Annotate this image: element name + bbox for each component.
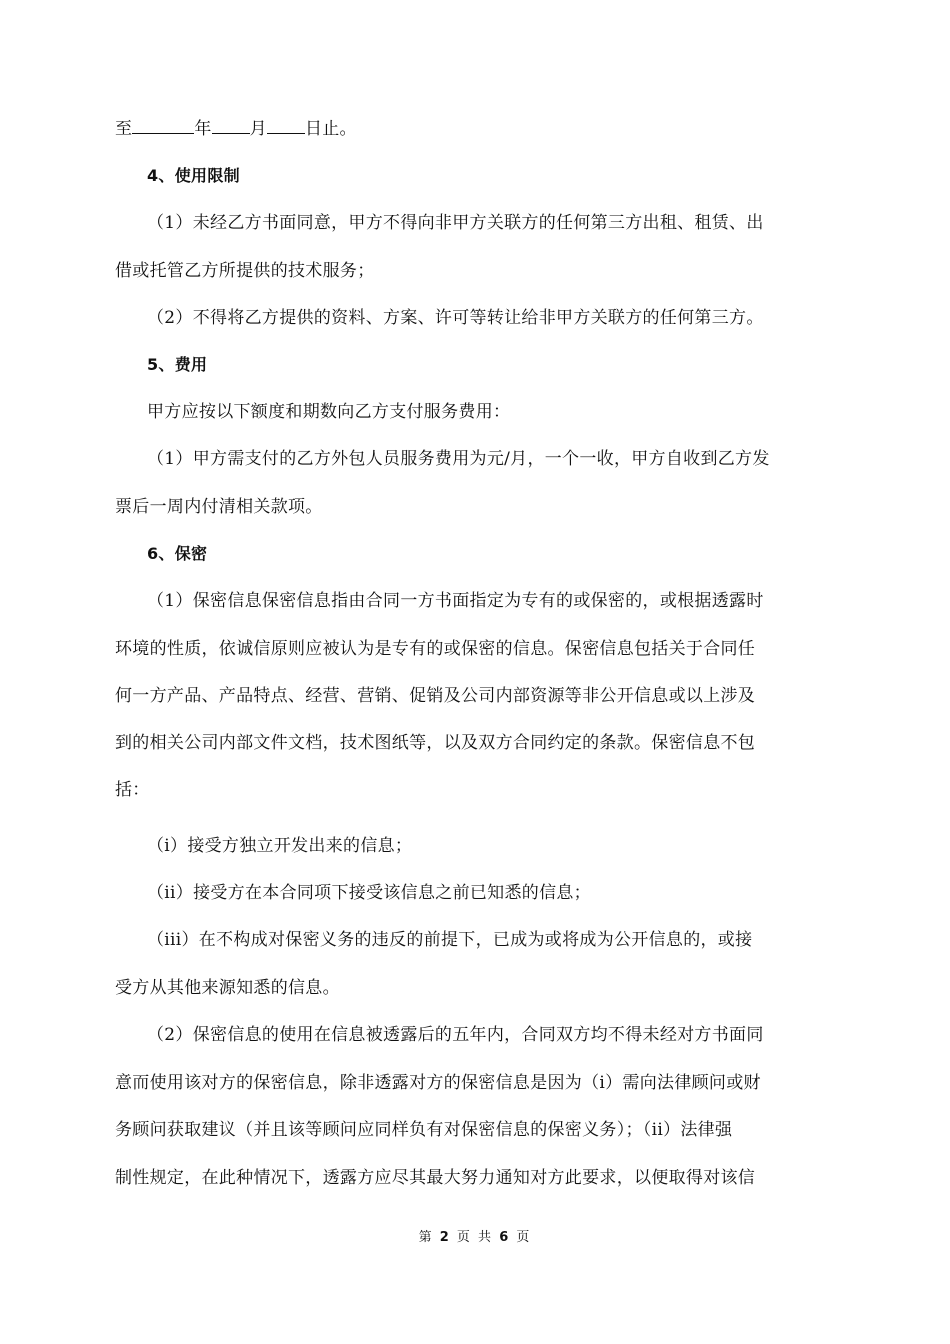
section-5-intro: 甲方应按以下额度和期数向乙方支付服务费用： [147, 402, 511, 422]
section-6-item-ii: （ii）接受方在本合同项下接受该信息之前已知悉的信息； [147, 883, 591, 903]
footer-pre: 第 [418, 1230, 434, 1245]
year-blank [132, 116, 194, 134]
section-4-item-1-line-1: （1）未经乙方书面同意，甲方不得向非甲方关联方的任何第三方出租、租赁、出 [147, 213, 764, 233]
section-6-p1-line-2: 环境的性质，依诚信原则应被认为是专有的或保密的信息。保密信息包括关于合同任 [115, 639, 756, 659]
footer-page-number: 2 [439, 1230, 451, 1245]
date-prefix: 至 [115, 119, 133, 139]
section-6-p2-line-2: 意而使用该对方的保密信息，除非透露对方的保密信息是因为（i）需向法律顾问或财 [115, 1073, 761, 1093]
date-range-line [115, 116, 845, 142]
section-4-heading: 4、使用限制 [147, 166, 240, 185]
month-blank [212, 116, 250, 134]
section-6-item-iii-line-1: （iii）在不构成对保密义务的违反的前提下，已成为或将成为公开信息的，或接 [147, 930, 753, 950]
section-6-p2-line-4: 制性规定，在此种情况下，透露方应尽其最大努力通知对方此要求，以便取得对该信 [115, 1168, 756, 1188]
section-5-item-1-line-1: （1）甲方需支付的乙方外包人员服务费用为元/月，一个一收，甲方自收到乙方发 [147, 449, 770, 469]
footer-total-pages: 6 [499, 1230, 511, 1245]
date-year-label: 年 [194, 119, 212, 139]
section-6-item-iii-line-2: 受方从其他来源知悉的信息。 [115, 978, 340, 998]
section-6-heading: 6、保密 [147, 544, 208, 563]
page-footer [0, 1228, 950, 1248]
section-4-item-1-line-2: 借或托管乙方所提供的技术服务； [115, 261, 375, 281]
footer-post: 页 [516, 1230, 532, 1245]
section-6-p2-line-1: （2）保密信息的使用在信息被透露后的五年内，合同双方均不得未经对方书面同 [147, 1025, 764, 1045]
day-blank [267, 116, 305, 134]
section-4-item-2: （2）不得将乙方提供的资料、方案、许可等转让给非甲方关联方的任何第三方。 [147, 308, 764, 328]
date-month-label: 月 [249, 119, 267, 139]
section-6-p1-line-1: （1）保密信息保密信息指由合同一方书面指定为专有的或保密的，或根据透露时 [147, 591, 764, 611]
section-6-p2-line-3: 务顾问获取建议（并且该等顾问应同样负有对保密信息的保密义务）；（ii）法律强 [115, 1120, 733, 1140]
section-6-item-i: （i）接受方独立开发出来的信息； [147, 836, 413, 856]
date-suffix: 日止。 [304, 119, 357, 139]
section-6-p1-line-5: 括： [115, 780, 150, 800]
footer-mid: 页 共 [456, 1230, 494, 1245]
section-5-item-1-line-2: 票后一周内付清相关款项。 [115, 497, 323, 517]
section-6-p1-line-4: 到的相关公司内部文件文档，技术图纸等，以及双方合同约定的条款。保密信息不包 [115, 733, 756, 753]
section-5-heading: 5、费用 [147, 355, 208, 374]
section-6-p1-line-3: 何一方产品、产品特点、经营、营销、促销及公司内部资源等非公开信息或以上涉及 [115, 686, 756, 706]
